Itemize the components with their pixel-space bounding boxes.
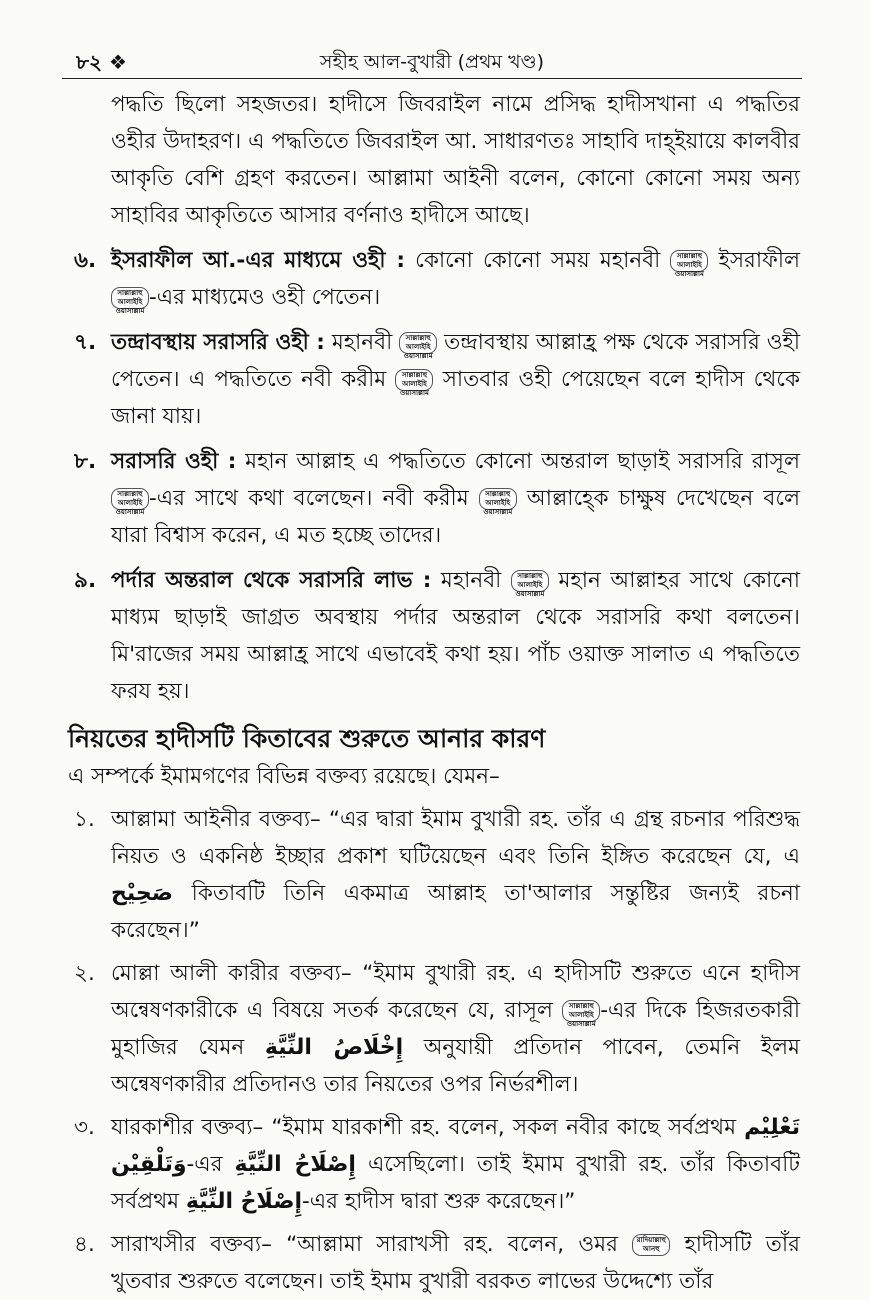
- list-item: ১. আল্লামা আইনীর বক্তব্য– “এর দ্বারা ইমাম বুখারী রহ. তাঁর এ গ্রন্থ রচনার পরিশুদ্ধ নিয়ত ও একনিষ্ঠ ইচ্ছার প্রকাশ ঘটিয়েছেন এবং তিনি ইঙ্গিত করেছেন যে, এ صَحِيْح কিতাবটি তিনি একমাত্র আল্লাহ তা'আলার সন্তুষ্টির জন্যই রচনা করেছেন।”: [74, 807, 800, 943]
- honorific-seal: সাল্লাল্লাহু আলাইহি ওয়াসাল্লাম: [670, 250, 708, 272]
- list-item: ৪. সারাখসীর বক্তব্য– “আল্লামা সারাখসী রহ. বলেন, ওমর রাদিয়াল্লাহু আনহু হাদীসটি তাঁর খুতবার শুরুতে বলেছেন। তাই ইমাম বুখারী বরকত লাভের উদ্দেশ্যে তাঁর: [74, 1232, 800, 1294]
- running-title: সহীহ আল-বুখারী (প্রথম খণ্ড): [319, 51, 545, 73]
- intro-paragraph: পদ্ধতি ছিলো সহজতর। হাদীসে জিবরাইল নামে প্রসিদ্ধ হাদীসখানা এ পদ্ধতির ওহীর উদাহরণ। এ পদ্ধতিতে জিবরাইল আ. সাধারণতঃ সাহাবি দাহ্ইয়ায়ে কালবীর আকৃতি বেশি গ্রহণ করতেন। আল্লামা আইনী বলেন, কোনো কোনো সময় অন্য সাহাবির আকৃতিতে আসার বর্ণনাও হাদীসে আছে।: [111, 92, 800, 228]
- honorific-seal: সাল্লাল্লাহু আলাইহি ওয়াসাল্লাম: [511, 570, 549, 592]
- list-item: ৮. সরাসরি ওহী : মহান আল্লাহ এ পদ্ধতিতে কোনো অন্তরাল ছাড়াই সরাসরি রাসূল সাল্লাল্লাহু আলাইহি ওয়াসাল্লাম-এর সাথে কথা বলেছেন। নবী করীম সাল্লাল্লাহু আলাইহি ওয়াসাল্লাম আল্লাহ্কে চাক্ষুষ দেখেছেন বলে যারা বিশ্বাস করেন, এ মত হচ্ছে তাদের।: [74, 449, 800, 548]
- list-item: ৬. ইসরাফীল আ.-এর মাধ্যমে ওহী : কোনো কোনো সময় মহানবী সাল্লাল্লাহু আলাইহি ওয়াসাল্লাম ইসরাফীল সাল্লাল্লাহু আলাইহি ওয়াসাল্লাম-এর মাধ্যমেও ওহী পেতেন।: [74, 248, 800, 315]
- honorific-seal: সাল্লাল্লাহু আলাইহি ওয়াসাল্লাম: [395, 369, 433, 391]
- list-item: ৩. যারকাশীর বক্তব্য– “ইমাম যারকাশী রহ. বলেন, সকল নবীর কাছে সর্বপ্রথম تَعْلِيْم وَتَلْقِيْن-এর إِصْلَاحُ النِّيَّةِ এসেছিলো। তাই ইমাম বুখারী রহ. তাঁর কিতাবটি সর্বপ্রথম إِصْلَاحُ النِّيَّةِ-এর হাদীস দ্বারা শুরু করেছেন।”: [74, 1115, 801, 1214]
- page-body: [68, 86, 800, 1300]
- honorific-seal: সাল্লাল্লাহু আলাইহি ওয়াসাল্লাম: [479, 488, 517, 510]
- honorific-seal: সাল্লাল্লাহু আলাইহি ওয়াসাল্লাম: [562, 1000, 600, 1022]
- list-item: ৭. তন্দ্রাবস্থায় সরাসরি ওহী : মহানবী সাল্লাল্লাহু আলাইহি ওয়াসাল্লাম তন্দ্রাবস্থায় আল্লাহ্র পক্ষ থেকে সরাসরি ওহী পেতেন। এ পদ্ধতিতে নবী করীম সাল্লাল্লাহু আলাইহি ওয়াসাল্লাম সাতবার ওহী পেয়েছেন বলে হাদীস থেকে জানা যায়।: [74, 330, 800, 429]
- section-title: নিয়তের হাদীসটি কিতাবের শুরুতে আনার কারণ: [68, 724, 546, 753]
- honorific-seal: সাল্লাল্লাহু আলাইহি ওয়াসাল্লাম: [111, 287, 149, 309]
- page-number: ৮২ ❖: [76, 50, 127, 74]
- list-item: ২. মোল্লা আলী কারীর বক্তব্য– “ইমাম বুখারী রহ. এ হাদীসটি শুরুতে এনে হাদীস অন্বেষণকারীকে এ বিষয়ে সতর্ক করেছেন যে, রাসূল সাল্লাল্লাহু আলাইহি ওয়াসাল্লাম-এর দিকে হিজরতকারী মুহাজির যেমন إِخْلَاصُ النِّيَّةِ অনুযায়ী প্রতিদান পাবেন, তেমনি ইলম অন্বেষণকারীর প্রতিদানও তার নিয়তের ওপর নির্ভরশীল।: [74, 961, 800, 1097]
- honorific-seal: সাল্লাল্লাহু আলাইহি ওয়াসাল্লাম: [399, 332, 437, 354]
- list-item: ৯. পর্দার অন্তরাল থেকে সরাসরি লাভ : মহানবী সাল্লাল্লাহু আলাইহি ওয়াসাল্লাম মহান আল্লাহর সাথে কোনো মাধ্যম ছাড়াই জাগ্রত অবস্থায় পর্দার অন্তরাল থেকে সরাসরি কথা বলতেন। মি'রাজের সময় আল্লাহ্র সাথে এভাবেই কথা হয়। পাঁচ ওয়াক্ত সালাত এ পদ্ধতিতে ফরয হয়।: [74, 568, 800, 704]
- honorific-seal: রাদিয়াল্লাহু আনহু: [632, 1234, 670, 1256]
- page-header: [62, 44, 802, 79]
- section-intro: এ সম্পর্কে ইমামগণের বিভিন্ন বক্তব্য রয়েছে। যেমন–: [68, 764, 500, 789]
- honorific-seal: সাল্লাল্লাহু আলাইহি ওয়াসাল্লাম: [111, 488, 149, 510]
